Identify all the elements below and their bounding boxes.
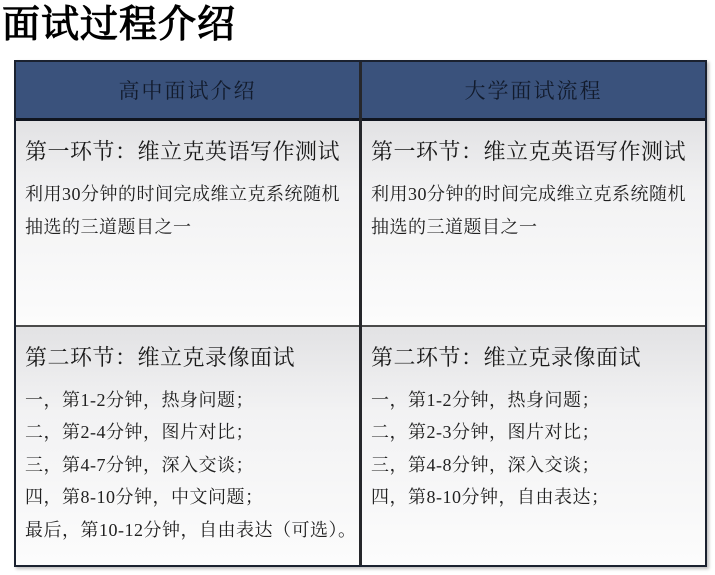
list-item: 三，第4-7分钟，深入交谈； bbox=[25, 454, 254, 475]
university-writing-test-cell bbox=[362, 121, 705, 327]
list-item: 一，第1-2分钟，热身问题； bbox=[371, 390, 600, 410]
highschool-writing-test-description: 利用30分钟的时间完成维立克系统随机抽选的三道题目之一 bbox=[25, 184, 340, 238]
university-video-interview-cell bbox=[362, 327, 705, 565]
university-video-interview-heading: 第二环节：维立克录像面试 bbox=[371, 345, 642, 370]
column-header-highschool: 高中面试介绍 bbox=[16, 62, 359, 121]
column-header-university: 大学面试流程 bbox=[362, 62, 705, 121]
highschool-video-interview-cell bbox=[16, 327, 359, 565]
list-item: 二，第2-4分钟，图片对比； bbox=[25, 422, 254, 443]
list-item: 三，第4-8分钟，深入交谈； bbox=[371, 454, 600, 475]
column-university bbox=[359, 62, 705, 565]
university-writing-test-heading: 第一环节：维立克英语写作测试 bbox=[371, 139, 687, 164]
list-item: 最后，第10-12分钟，自由表达（可选）。 bbox=[25, 519, 357, 540]
list-item: 一，第1-2分钟，热身问题； bbox=[25, 390, 254, 410]
interview-comparison-table bbox=[14, 60, 707, 567]
highschool-writing-test-heading: 第一环节：维立克英语写作测试 bbox=[25, 139, 341, 164]
column-highschool bbox=[16, 62, 359, 565]
university-writing-test-description: 利用30分钟的时间完成维立克系统随机抽选的三道题目之一 bbox=[371, 184, 686, 238]
highschool-video-interview-heading: 第二环节：维立克录像面试 bbox=[25, 345, 296, 370]
list-item: 二，第2-3分钟，图片对比； bbox=[371, 422, 600, 443]
list-item: 四，第8-10分钟，自由表达； bbox=[371, 487, 610, 508]
list-item: 四，第8-10分钟，中文问题； bbox=[25, 487, 264, 508]
highschool-writing-test-cell bbox=[16, 121, 359, 327]
page-title: 面试过程介绍 bbox=[2, 4, 237, 46]
